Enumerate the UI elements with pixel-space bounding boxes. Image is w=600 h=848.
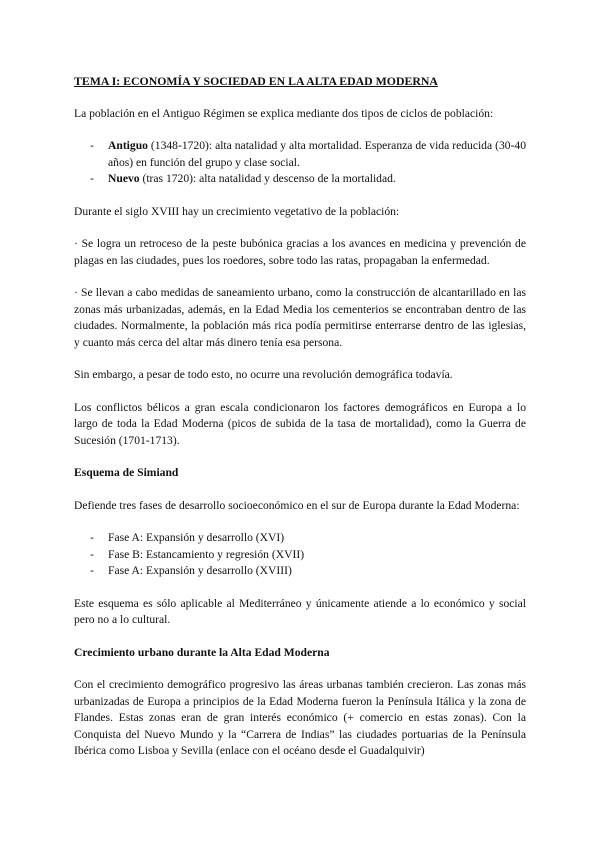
dash-bullet: - bbox=[90, 547, 94, 561]
dash-bullet: - bbox=[90, 139, 94, 152]
dash-bullet: - bbox=[90, 531, 94, 544]
list-item bbox=[74, 530, 526, 547]
growth-paragraph: Durante el siglo XVIII hay un crecimiento vegetativo de la población: bbox=[74, 204, 400, 218]
simiand-note-paragraph: Este esquema es sólo aplicable al Mediterráneo y únicamente atiende a lo económico y social pero no a lo cultural. bbox=[74, 596, 526, 626]
simiand-intro-paragraph: Defiende tres fases de desarrollo socioeconómico en el sur de Europa durante la Edad Moderna: bbox=[74, 498, 520, 512]
document-body bbox=[74, 73, 526, 776]
cycle-name: Nuevo bbox=[108, 172, 140, 185]
simiand-phases-list bbox=[74, 530, 526, 580]
page-title: TEMA I: ECONOMÍA Y SOCIEDAD EN LA ALTA EDAD MODERNA bbox=[74, 74, 438, 88]
phase-text: Fase A: Expansión y desarrollo (XVI) bbox=[108, 531, 285, 544]
plague-paragraph: · Se logra un retroceso de la peste bubónica gracias a los avances en medicina y prevención de plagas en las ciudades, pues los roedores, sobre todo las ratas, propagaban la enfermedad. bbox=[74, 237, 526, 267]
dash-bullet: - bbox=[90, 172, 94, 185]
phase-text: Fase A: Expansión y desarrollo (XVIII) bbox=[108, 564, 292, 577]
dash-bullet: - bbox=[90, 564, 94, 577]
phase-text: Fase B: Estancamiento y regresión (XVII) bbox=[108, 547, 305, 561]
simiand-heading: Esquema de Simiand bbox=[74, 466, 179, 479]
cycle-name: Antiguo bbox=[108, 139, 148, 152]
intro-paragraph: La población en el Antiguo Régimen se explica mediante dos tipos de ciclos de población: bbox=[74, 106, 494, 120]
wars-paragraph: Los conflictos bélicos a gran escala condicionaron los factores demográficos en Europa a lo largo de toda la Edad Moderna (picos de subida de la tasa de mortalidad), como la Guerra de Sucesión (1701-1713). bbox=[74, 400, 526, 447]
list-item-nuevo bbox=[74, 171, 526, 188]
population-cycles-list bbox=[74, 138, 526, 188]
no-revolution-paragraph: Sin embargo, a pesar de todo esto, no ocurre una revolución demográfica todavía. bbox=[74, 368, 453, 381]
list-item-antiguo bbox=[74, 138, 526, 171]
sanitation-paragraph: · Se llevan a cabo medidas de saneamiento urbano, como la construcción de alcantarillado en las zonas más urbanizadas, además, en la Edad Media los cementerios se encontraban dentro de las ciudades. Normalmente, la población más rica podía permitirse enterrarse dentro de las iglesias, y cuanto más cerca del altar más dinero tenía esa persona. bbox=[74, 286, 526, 349]
cycle-description: (1348-1720): alta natalidad y alta mortalidad. Esperanza de vida reducida (30-40 años) en función del grupo y clase social. bbox=[108, 139, 526, 169]
list-item bbox=[74, 563, 526, 580]
urban-growth-heading: Crecimiento urbano durante la Alta Edad Moderna bbox=[74, 645, 330, 659]
urban-growth-paragraph: Con el crecimiento demográfico progresivo las áreas urbanas también crecieron. Las zonas más urbanizadas de Europa a principios de la Edad Moderna fueron la Península Itálica y la zona de Flandes. Estas zonas eran de gran interés económico (+ comercio en estas zonas). Con la Conquista del Nuevo Mundo y la “Carrera de Indias” las ciudades portuarias de la Península Ibérica como Lisboa y Sevilla (enlace con el océano desde el Guadalquivir) bbox=[74, 678, 526, 757]
cycle-description: (tras 1720): alta natalidad y descenso de la mortalidad. bbox=[139, 172, 396, 185]
list-item bbox=[74, 547, 526, 564]
